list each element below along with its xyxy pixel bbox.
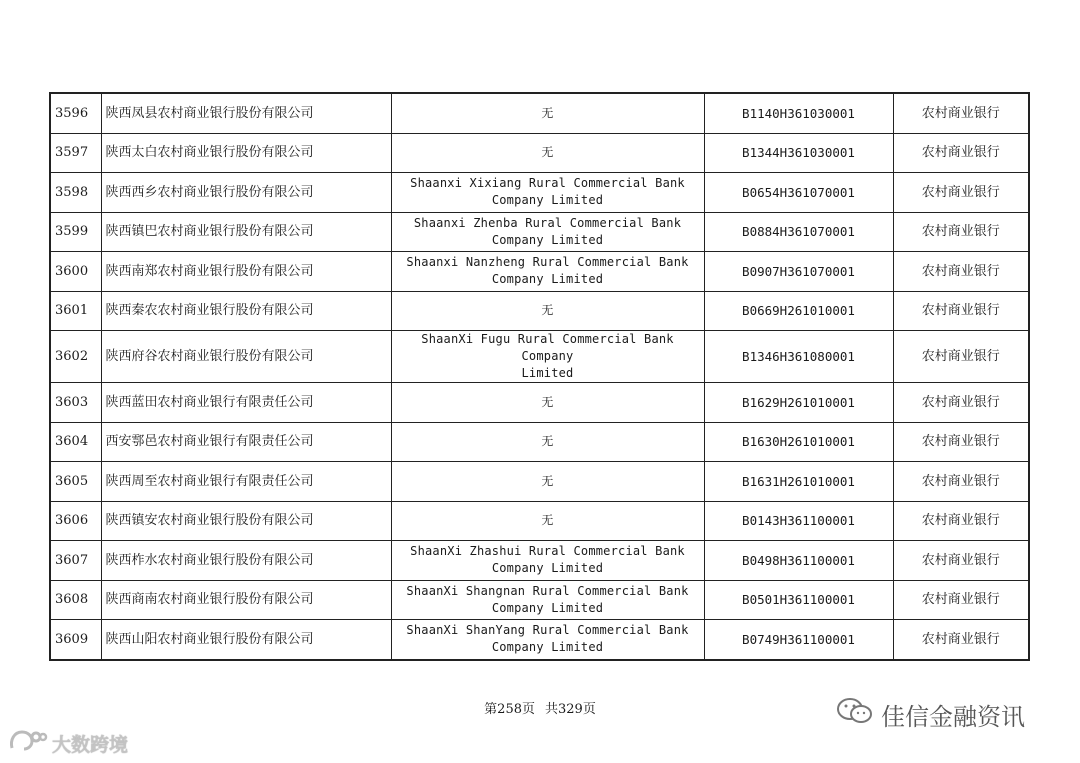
- english-name-line: Company Limited: [491, 232, 604, 247]
- english-name-line: Company Limited: [491, 640, 604, 655]
- cell-seq: 3606: [50, 501, 101, 541]
- cell-seq: 3598: [50, 173, 101, 213]
- cell-institution-code: B0501H361100001: [704, 580, 893, 620]
- table-row: [50, 422, 1029, 462]
- cell-institution-code: B0907H361070001: [704, 252, 893, 292]
- watermark-left-text: 大数跨境: [52, 734, 129, 756]
- cell-english-name: [391, 252, 704, 292]
- english-name-line: Company Limited: [491, 600, 604, 615]
- cell-institution-type: 农村商业银行: [893, 383, 1029, 423]
- cell-institution-type: 农村商业银行: [893, 501, 1029, 541]
- cell-institution-code: B0654H361070001: [704, 173, 893, 213]
- cell-bank-name: 陕西太白农村商业银行股份有限公司: [101, 133, 391, 173]
- english-name-line: ShaanXi ShanYang Rural Commercial Bank: [406, 623, 689, 638]
- english-name-line: 无: [541, 513, 554, 528]
- table-row: [50, 133, 1029, 173]
- cell-institution-code: B0669H261010001: [704, 291, 893, 331]
- cell-institution-code: B0884H361070001: [704, 212, 893, 252]
- cell-bank-name: 陕西镇巴农村商业银行股份有限公司: [101, 212, 391, 252]
- cell-seq: 3601: [50, 291, 101, 331]
- cell-bank-name: 陕西山阳农村商业银行股份有限公司: [101, 620, 391, 660]
- english-name-line: ShaanXi Shangnan Rural Commercial Bank: [406, 583, 689, 598]
- table-body: [50, 93, 1029, 660]
- cell-english-name: [391, 422, 704, 462]
- cell-institution-code: B1629H261010001: [704, 383, 893, 423]
- cell-institution-code: B1344H361030001: [704, 133, 893, 173]
- bank-list-table: [49, 92, 1030, 661]
- cell-seq: 3597: [50, 133, 101, 173]
- cell-english-name: [391, 501, 704, 541]
- cell-institution-type: 农村商业银行: [893, 462, 1029, 502]
- cell-english-name: [391, 291, 704, 331]
- table-row: [50, 252, 1029, 292]
- english-name-line: ShaanXi Fugu Rural Commercial Bank Company: [421, 332, 674, 363]
- watermark-right: [835, 696, 1025, 732]
- cell-bank-name: 陕西秦农农村商业银行股份有限公司: [101, 291, 391, 331]
- cell-institution-type: 农村商业银行: [893, 133, 1029, 173]
- cell-english-name: [391, 383, 704, 423]
- cell-institution-type: 农村商业银行: [893, 422, 1029, 462]
- english-name-line: 无: [541, 145, 554, 160]
- english-name-line: 无: [541, 434, 554, 449]
- cell-bank-name: 西安鄠邑农村商业银行有限责任公司: [101, 422, 391, 462]
- cell-seq: 3605: [50, 462, 101, 502]
- cell-institution-type: 农村商业银行: [893, 212, 1029, 252]
- table-row: [50, 93, 1029, 133]
- table-row: [50, 541, 1029, 581]
- english-name-line: ShaanXi Zhashui Rural Commercial Bank: [410, 544, 685, 559]
- cell-english-name: [391, 133, 704, 173]
- cell-english-name: [391, 93, 704, 133]
- cell-bank-name: 陕西周至农村商业银行有限责任公司: [101, 462, 391, 502]
- watermark-right-text: 佳信金融资讯: [881, 702, 1025, 731]
- english-name-line: 无: [541, 105, 554, 120]
- cell-institution-code: B0498H361100001: [704, 541, 893, 581]
- cell-institution-type: 农村商业银行: [893, 93, 1029, 133]
- cell-bank-name: 陕西府谷农村商业银行股份有限公司: [101, 331, 391, 383]
- english-name-line: 无: [541, 303, 554, 318]
- english-name-line: 无: [541, 473, 554, 488]
- cell-seq: 3609: [50, 620, 101, 660]
- english-name-line: Company Limited: [491, 561, 604, 576]
- cell-seq: 3596: [50, 93, 101, 133]
- table-row: [50, 331, 1029, 383]
- cell-bank-name: 陕西南郑农村商业银行股份有限公司: [101, 252, 391, 292]
- wechat-icon: [835, 696, 875, 732]
- cell-seq: 3604: [50, 422, 101, 462]
- english-name-line: Company Limited: [491, 193, 604, 208]
- english-name-line: 无: [541, 394, 554, 409]
- table-row: [50, 383, 1029, 423]
- cell-english-name: [391, 541, 704, 581]
- cell-institution-type: 农村商业银行: [893, 291, 1029, 331]
- cell-institution-type: 农村商业银行: [893, 620, 1029, 660]
- cell-institution-type: 农村商业银行: [893, 173, 1029, 213]
- cell-english-name: [391, 331, 704, 383]
- cell-institution-code: B0749H361100001: [704, 620, 893, 660]
- cell-bank-name: 陕西柞水农村商业银行股份有限公司: [101, 541, 391, 581]
- english-name-line: Shaanxi Xixiang Rural Commercial Bank: [410, 176, 685, 191]
- cell-bank-name: 陕西商南农村商业银行股份有限公司: [101, 580, 391, 620]
- cell-institution-type: 农村商业银行: [893, 331, 1029, 383]
- cell-english-name: [391, 212, 704, 252]
- table-row: [50, 501, 1029, 541]
- cell-seq: 3599: [50, 212, 101, 252]
- table-row: [50, 291, 1029, 331]
- cell-english-name: [391, 580, 704, 620]
- cell-seq: 3608: [50, 580, 101, 620]
- english-name-line: Company Limited: [491, 272, 604, 287]
- table-row: [50, 580, 1029, 620]
- cell-institution-code: B1631H261010001: [704, 462, 893, 502]
- table-row: [50, 620, 1029, 660]
- cell-bank-name: 陕西凤县农村商业银行股份有限公司: [101, 93, 391, 133]
- table-row: [50, 173, 1029, 213]
- page-number: 第258页: [484, 702, 535, 717]
- cell-institution-code: B1140H361030001: [704, 93, 893, 133]
- cell-english-name: [391, 620, 704, 660]
- cell-seq: 3603: [50, 383, 101, 423]
- english-name-line: Limited: [521, 366, 574, 380]
- watermark-left: [8, 728, 128, 759]
- cell-english-name: [391, 462, 704, 502]
- cell-institution-type: 农村商业银行: [893, 541, 1029, 581]
- cell-english-name: [391, 173, 704, 213]
- cell-institution-code: B1630H261010001: [704, 422, 893, 462]
- cell-bank-name: 陕西镇安农村商业银行股份有限公司: [101, 501, 391, 541]
- cell-institution-code: B0143H361100001: [704, 501, 893, 541]
- cell-institution-code: B1346H361080001: [704, 331, 893, 383]
- cell-seq: 3602: [50, 331, 101, 383]
- english-name-line: Shaanxi Nanzheng Rural Commercial Bank: [406, 255, 689, 270]
- cell-institution-type: 农村商业银行: [893, 252, 1029, 292]
- cell-bank-name: 陕西蓝田农村商业银行有限责任公司: [101, 383, 391, 423]
- cell-bank-name: 陕西西乡农村商业银行股份有限公司: [101, 173, 391, 213]
- cell-seq: 3607: [50, 541, 101, 581]
- page-total: 共329页: [545, 702, 596, 717]
- cell-institution-type: 农村商业银行: [893, 580, 1029, 620]
- cell-seq: 3600: [50, 252, 101, 292]
- table-row: [50, 462, 1029, 502]
- elephant-logo-icon: [8, 728, 48, 759]
- english-name-line: Shaanxi Zhenba Rural Commercial Bank: [413, 215, 682, 230]
- table-row: [50, 212, 1029, 252]
